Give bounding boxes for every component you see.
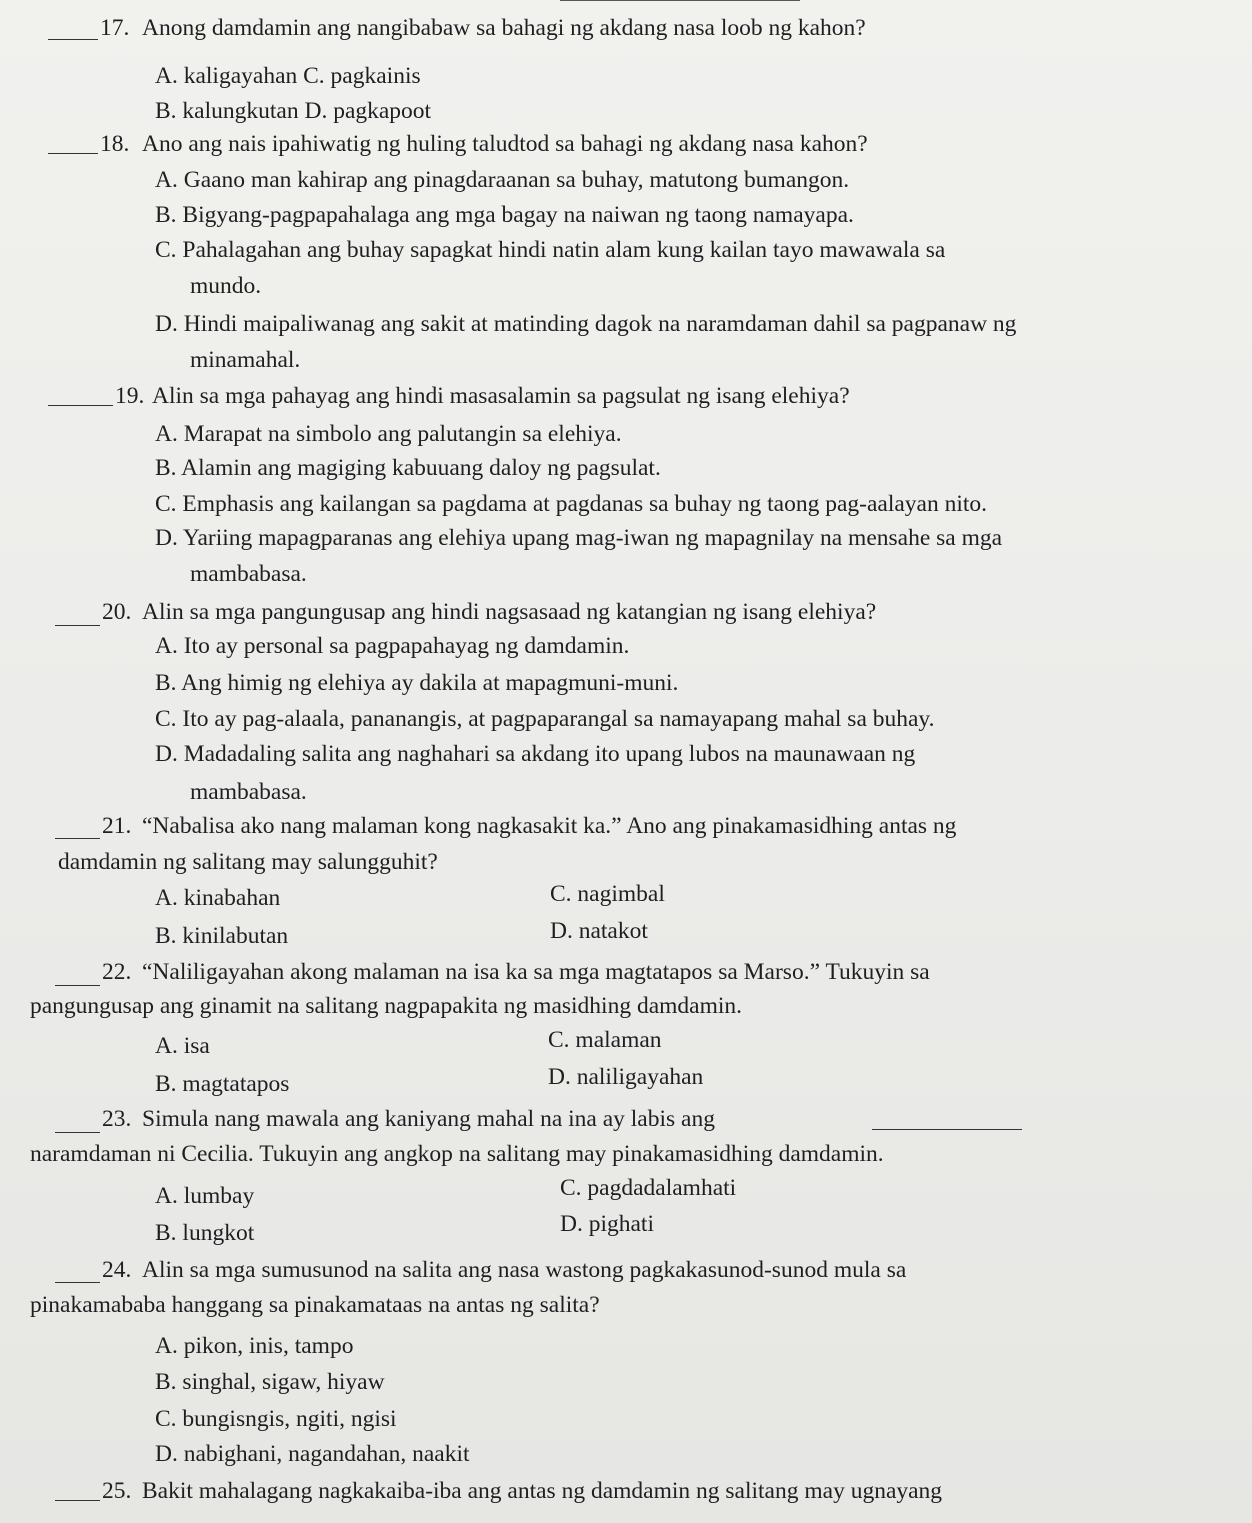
option-continuation: mundo. [190,273,262,299]
option-line: D. natakot [550,918,648,944]
option-line: B. kinilabutan [155,923,289,949]
option-line: B. lungkot [155,1220,255,1246]
question-text-continuation: pangungusap ang ginamit na salitang nagpapakita ng masidhing damdamin. [30,993,743,1019]
question-text-continuation: pinakamababa hanggang sa pinakamataas na antas ng salita? [30,1292,600,1318]
option-continuation: minamahal. [190,347,301,373]
option-line: D. Yariing mapagparanas ang elehiya upang mag-iwan ng mapagnilay na mensahe sa mga [155,525,1003,551]
option-line: B. magtatapos [155,1071,290,1097]
answer-blank [55,1282,100,1283]
option-line: B. Alamin ang magiging kabuuang daloy ng pagsulat. [155,455,661,481]
option-line: A. Gaano man kahirap ang pinagdaraanan sa buhay, matutong bumangon. [155,167,850,193]
answer-blank [48,153,98,154]
question-text: Anong damdamin ang nangibabaw sa bahagi ng akdang nasa loob ng kahon? [142,15,866,41]
fill-in-blank [872,1129,1022,1130]
question-text: Simula nang mawala ang kaniyang mahal na ina ay labis ang [142,1106,715,1132]
option-line: A. Ito ay personal sa pagpapahayag ng damdamin. [155,633,630,659]
question-number: 18. [100,131,130,157]
option-line: D. naliligayahan [548,1064,704,1090]
option-continuation: mambabasa. [190,561,307,587]
option-line: B. Bigyang-pagpapahalaga ang mga bagay na naiwan ng taong namayapa. [155,202,854,228]
option-line: C. Ito ay pag-alaala, pananangis, at pagpaparangal sa namayapang mahal sa buhay. [155,706,935,732]
question-number: 19. [115,383,145,409]
option-line: A. Marapat na simbolo ang palutangin sa elehiya. [155,421,622,447]
answer-blank [55,1132,100,1133]
answer-blank [55,985,100,986]
question-number: 21. [102,813,132,839]
option-line: D. Madadaling salita ang naghahari sa akdang ito upang lubos na maunawaan ng [155,741,916,767]
question-text: “Nabalisa ako nang malaman kong nagkasakit ka.” Ano ang pinakamasidhing antas ng [142,813,957,839]
question-number: 24. [102,1257,132,1283]
option-line: A. kaligayahan C. pagkainis [155,63,421,89]
option-line: A. pikon, inis, tampo [155,1333,354,1359]
question-text: Alin sa mga pangungusap ang hindi nagsasaad ng katangian ng isang elehiya? [142,599,877,625]
option-line: B. Ang himig ng elehiya ay dakila at mapagmuni-muni. [155,670,679,696]
question-number: 23. [102,1106,132,1132]
answer-blank [55,625,100,626]
option-line: C. bungisngis, ngiti, ngisi [155,1406,397,1432]
answer-blank [55,838,100,839]
option-line: C. nagimbal [550,881,665,907]
question-text: Alin sa mga sumusunod na salita ang nasa wastong pagkakasunod-sunod mula sa [142,1257,907,1283]
top-rule [560,0,800,1]
question-text-continuation: naramdaman ni Cecilia. Tukuyin ang angkop na salitang may pinakamasidhing damdamin. [30,1141,884,1167]
answer-blank [55,1500,100,1501]
question-number: 22. [102,959,132,985]
question-number: 17. [100,15,130,41]
question-number: 20. [102,599,132,625]
question-text: Ano ang nais ipahiwatig ng huling taludtod sa bahagi ng akdang nasa kahon? [142,131,868,157]
option-line: C. malaman [548,1027,662,1053]
question-text-continuation: damdamin ng salitang may salungguhit? [58,849,438,875]
option-line: D. pighati [560,1211,654,1237]
option-line: B. kalungkutan D. pagkapoot [155,98,432,124]
question-text: Bakit mahalagang nagkakaiba-iba ang antas ng damdamin ng salitang may ugnayang [142,1478,943,1504]
option-line: B. singhal, sigaw, hiyaw [155,1369,385,1395]
question-text: “Naliligayahan akong malaman na isa ka sa mga magtatapos sa Marso.” Tukuyin sa [142,959,930,985]
answer-blank [48,405,113,406]
option-line: C. Emphasis ang kailangan sa pagdama at pagdanas sa buhay ng taong pag-aalayan nito. [155,491,988,517]
question-number: 25. [102,1478,132,1504]
option-line: D. Hindi maipaliwanag ang sakit at matinding dagok na naramdaman dahil sa pagpanaw ng [155,311,1017,337]
option-line: A. isa [155,1033,210,1059]
option-line: C. Pahalagahan ang buhay sapagkat hindi natin alam kung kailan tayo mawawala sa [155,237,946,263]
option-continuation: mambabasa. [190,779,307,805]
question-text: Alin sa mga pahayag ang hindi masasalamin sa pagsulat ng isang elehiya? [152,383,850,409]
option-line: C. pagdadalamhati [560,1175,737,1201]
answer-blank [48,39,98,40]
option-line: A. kinabahan [155,885,281,911]
option-line: D. nabighani, nagandahan, naakit [155,1441,470,1467]
option-line: A. lumbay [155,1183,255,1209]
